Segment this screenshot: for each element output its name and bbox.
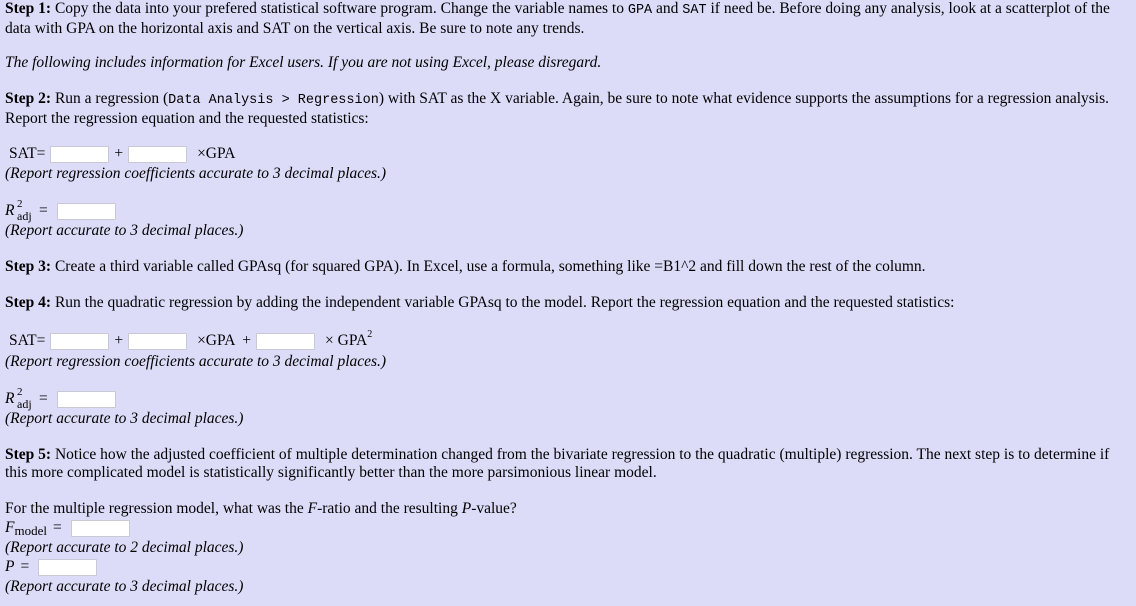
step4-label: Step 4: — [5, 294, 52, 311]
quad-gpasq-coef-input[interactable] — [256, 333, 315, 350]
radj-1-row — [5, 200, 116, 222]
r-sub: adj — [17, 209, 32, 223]
excel-note: The following includes information for Excel users. If you are not using Excel, please disregard. — [5, 54, 602, 71]
radj-linear-input[interactable] — [57, 203, 116, 220]
code-gpa: GPA — [627, 3, 653, 18]
step2-label: Step 2: — [5, 90, 52, 107]
r-sup: 2 — [17, 198, 23, 210]
linear-equation — [9, 143, 235, 165]
r-letter-2: R — [5, 390, 15, 407]
fmodel-row — [5, 517, 130, 539]
f-question — [5, 500, 1130, 518]
step1-text: Copy the data into your prefered statistical software program. Change the variable names to — [51, 0, 628, 17]
f-note: (Report accurate to 2 decimal places.) — [5, 539, 244, 556]
code-data-analysis: Data Analysis > Regression — [168, 93, 379, 108]
equals-sign: = — [39, 202, 48, 219]
times-gpa-squared — [325, 329, 373, 350]
code-sat: SAT — [682, 3, 707, 18]
f-letter: F — [5, 519, 15, 536]
r-sup-2: 2 — [17, 386, 23, 398]
step4-text: Run the quadratic regression by adding the independent variable GPAsq to the model. Report the regression equation and the requested statistics: — [51, 294, 955, 311]
sat-lhs-2: SAT= — [9, 332, 46, 349]
p-letter: P — [5, 558, 15, 575]
step3-label: Step 3: — [5, 258, 52, 275]
p-value-input[interactable] — [38, 559, 97, 576]
radj-quadratic-input[interactable] — [57, 391, 116, 408]
step5-text: Notice how the adjusted coefficient of multiple determination changed from the bivariate regression to the quadratic (multiple) regression. The next step is to determine if this more complicated model is statistically significantly better than the more parsimonious linear model. — [5, 446, 1110, 481]
sat-lhs: SAT= — [9, 145, 46, 162]
r-letter: R — [5, 202, 15, 219]
plus-sign: + — [114, 145, 124, 162]
radj-note-1: (Report accurate to 3 decimal places.) — [5, 222, 244, 239]
radj-note-2: (Report accurate to 3 decimal places.) — [5, 410, 244, 427]
step1-text-c: if need be. Before doing any analysis, look at a scatterplot of the data with GPA on the horizontal axis and SAT on the vertical axis. Be sure to note any trends. — [5, 0, 1110, 37]
squared-exponent: 2 — [367, 329, 373, 340]
coef-note-2: (Report regression coefficients accurate to 3 decimal places.) — [5, 353, 387, 370]
intercept-input[interactable] — [50, 146, 109, 163]
slope-gpa-input[interactable] — [128, 146, 187, 163]
step2-paragraph — [5, 90, 1130, 128]
quad-gpa-coef-input[interactable] — [128, 333, 187, 350]
r-sub-2: adj — [17, 397, 32, 411]
step3-text: Create a third variable called GPAsq (for squared GPA). In Excel, use a formula, something like =B1^2 and fill down the rest of the column. — [51, 258, 926, 275]
step5-paragraph — [5, 446, 1130, 482]
fq-text-a: For the multiple regression model, what was the — [5, 500, 308, 517]
pvalue-row — [5, 556, 97, 578]
equals-sign-f: = — [52, 519, 62, 536]
step2-text-b: ) with SAT as the X variable. Again, be sure to note what evidence supports the assumptions for a regression analysis. Report the regression equation and the requested statistics: — [5, 90, 1110, 127]
times-gpa: ×GPA — [197, 145, 236, 162]
plus-sign-2: + — [114, 332, 124, 349]
r-squared-adj-symbol — [5, 200, 39, 222]
fq-text-b: -ratio and the resulting — [317, 500, 462, 517]
fq-f: F — [307, 500, 318, 517]
step4-paragraph — [5, 294, 1130, 312]
equals-sign-p: = — [20, 558, 30, 575]
fq-text-c: -value? — [471, 500, 517, 517]
r-squared-adj-symbol-2 — [5, 388, 39, 410]
step1-label: Step 1: — [5, 0, 52, 17]
p-note: (Report accurate to 3 decimal places.) — [5, 578, 244, 595]
step1-paragraph — [5, 0, 1130, 38]
quad-intercept-input[interactable] — [50, 333, 109, 350]
step1-text-b: and — [652, 0, 683, 17]
times-gpa-plus: ×GPA + — [197, 332, 252, 349]
step5-label: Step 5: — [5, 446, 52, 463]
step3-paragraph — [5, 258, 1130, 276]
step2-text-a: Run a regression ( — [51, 90, 169, 107]
f-ratio-input[interactable] — [71, 520, 130, 537]
times-gpa2-text: × GPA — [325, 332, 368, 349]
fq-p: P — [461, 500, 472, 517]
quadratic-equation — [9, 330, 372, 352]
f-sub: model — [14, 523, 47, 538]
f-model-symbol — [5, 519, 47, 537]
radj-2-row — [5, 388, 116, 410]
coef-note-1: (Report regression coefficients accurate to 3 decimal places.) — [5, 165, 387, 182]
equals-sign-2: = — [39, 390, 48, 407]
